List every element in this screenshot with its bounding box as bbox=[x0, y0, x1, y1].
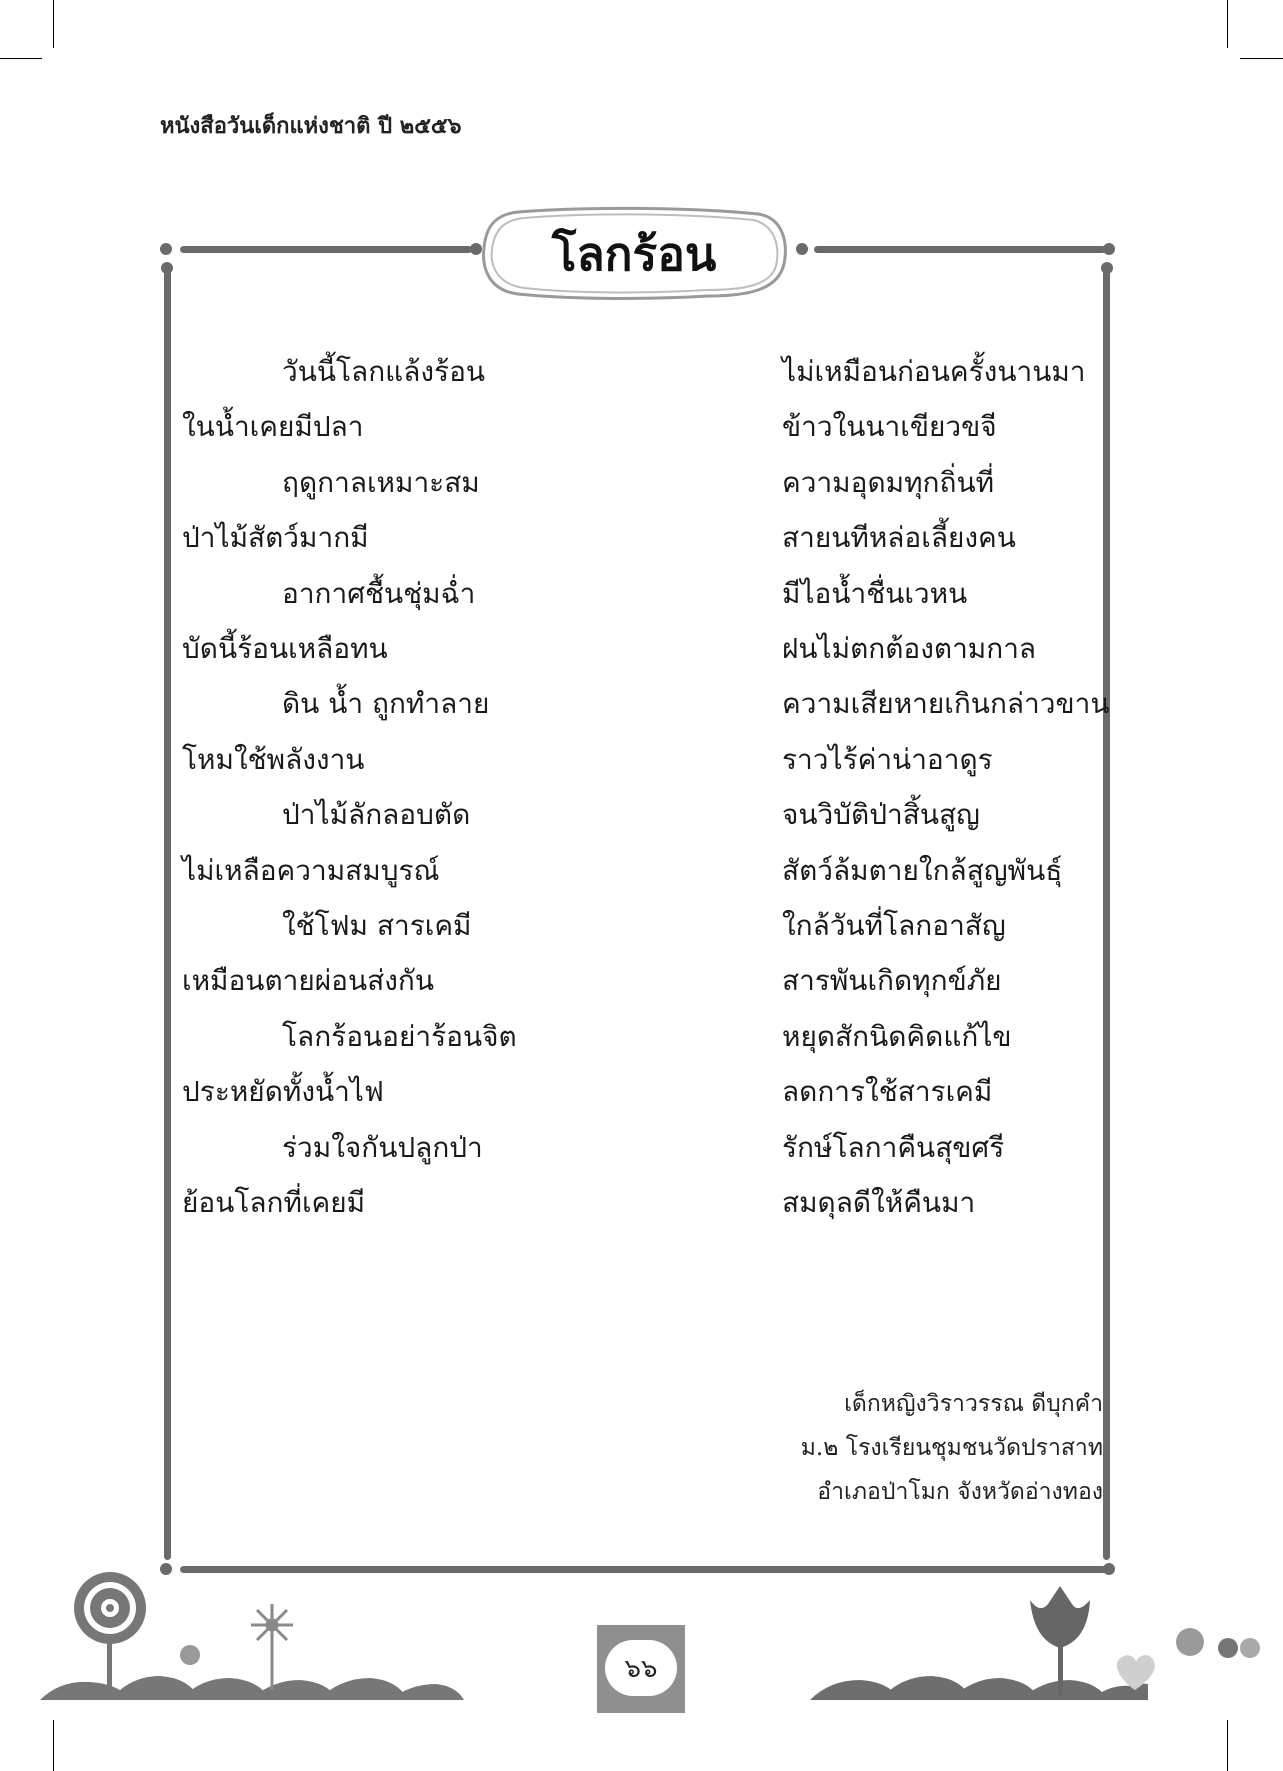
poem-title: โลกร้อน bbox=[551, 226, 717, 281]
poem-line-right: สายนทีหล่อเลี้ยงคน bbox=[782, 521, 1016, 555]
poem-line-right: จนวิบัติป่าสิ้นสูญ bbox=[782, 798, 980, 832]
poem-line-left: เหมือนตายผ่อนส่งกัน bbox=[182, 964, 434, 998]
poem-line-right: สารพันเกิดทุกข์ภัย bbox=[782, 964, 1002, 998]
poem-line-right: รักษ์โลกาคืนสุขศรี bbox=[782, 1130, 1005, 1164]
poem-line-right: สัตว์ล้มตายใกล้สูญพันธุ์ bbox=[782, 853, 1063, 887]
poem-line-right: ใกล้วันที่โลกอาสัญ bbox=[782, 909, 1006, 942]
poem-line-left: ใช้โฟม สารเคมี bbox=[282, 909, 472, 942]
author-name: เด็กหญิงวิราวรรณ ดีบุกคำ bbox=[844, 1391, 1103, 1417]
poem-line-left: วันนี้โลกแล้งร้อน bbox=[282, 355, 486, 388]
poem-line-right: ความเสียหายเกินกล่าวขาน bbox=[782, 687, 1110, 721]
heart-icon bbox=[1117, 1655, 1155, 1690]
running-header: หนังสือวันเด็กแห่งชาติ ปี ๒๕๕๖ bbox=[160, 113, 462, 139]
poem-line-left: ประหยัดทั้งน้ำไฟ bbox=[182, 1075, 384, 1109]
poem-line-left: บัดนี้ร้อนเหลือทน bbox=[182, 632, 388, 665]
poem-line-right: สมดุลดีให้คืนมา bbox=[782, 1186, 976, 1219]
page-number: ๖๖ bbox=[605, 1640, 677, 1696]
poem-line-left: ในน้ำเคยมีปลา bbox=[182, 410, 364, 444]
poem-line-right: ราวไร้ค่าน่าอาดูร bbox=[782, 742, 993, 776]
poem-line-left: ป่าไม้สัตว์มากมี bbox=[182, 521, 369, 555]
poem-line-right: ฝนไม่ตกต้องตามกาล bbox=[782, 632, 1037, 665]
poem-line-left: ป่าไม้ลักลอบตัด bbox=[282, 798, 471, 832]
author-location: อำเภอป่าโมก จังหวัดอ่างทอง bbox=[817, 1479, 1103, 1505]
poem-line-right: ความอุดมทุกถิ่นที่ bbox=[782, 465, 995, 499]
poem-line-left: ย้อนโลกที่เคยมี bbox=[182, 1186, 366, 1219]
poem-line-left: ไม่เหลือความสมบูรณ์ bbox=[182, 853, 440, 887]
poem-line-left: อากาศชื้นชุ่มฉ่ำ bbox=[282, 576, 476, 610]
poem-line-left: โหมใช้พลังงาน bbox=[182, 742, 365, 776]
poem-line-right: ลดการใช้สารเคมี bbox=[782, 1075, 993, 1109]
sunflower-icon bbox=[74, 1572, 146, 1690]
author-school: ม.๒ โรงเรียนชุมชนวัดปราสาท bbox=[800, 1435, 1103, 1461]
poem-line-right: ไม่เหมือนก่อนครั้งนานมา bbox=[782, 355, 1086, 388]
poem-line-right: ข้าวในนาเขียวขจี bbox=[782, 410, 997, 444]
poem-line-left: ฤดูกาลเหมาะสม bbox=[282, 465, 480, 499]
poem-line-left: โลกร้อนอย่าร้อนจิต bbox=[282, 1019, 517, 1053]
poem-line-left: ร่วมใจกันปลูกป่า bbox=[282, 1130, 483, 1164]
poem-line-right: หยุดสักนิดคิดแก้ไข bbox=[782, 1019, 1012, 1053]
daisy-icon bbox=[251, 1604, 293, 1690]
poem-line-left: ดิน น้ำ ถูกทำลาย bbox=[282, 687, 490, 721]
tulip-icon bbox=[1030, 1586, 1090, 1696]
poem-line-right: มีไอน้ำชื่นเวหน bbox=[782, 576, 968, 610]
